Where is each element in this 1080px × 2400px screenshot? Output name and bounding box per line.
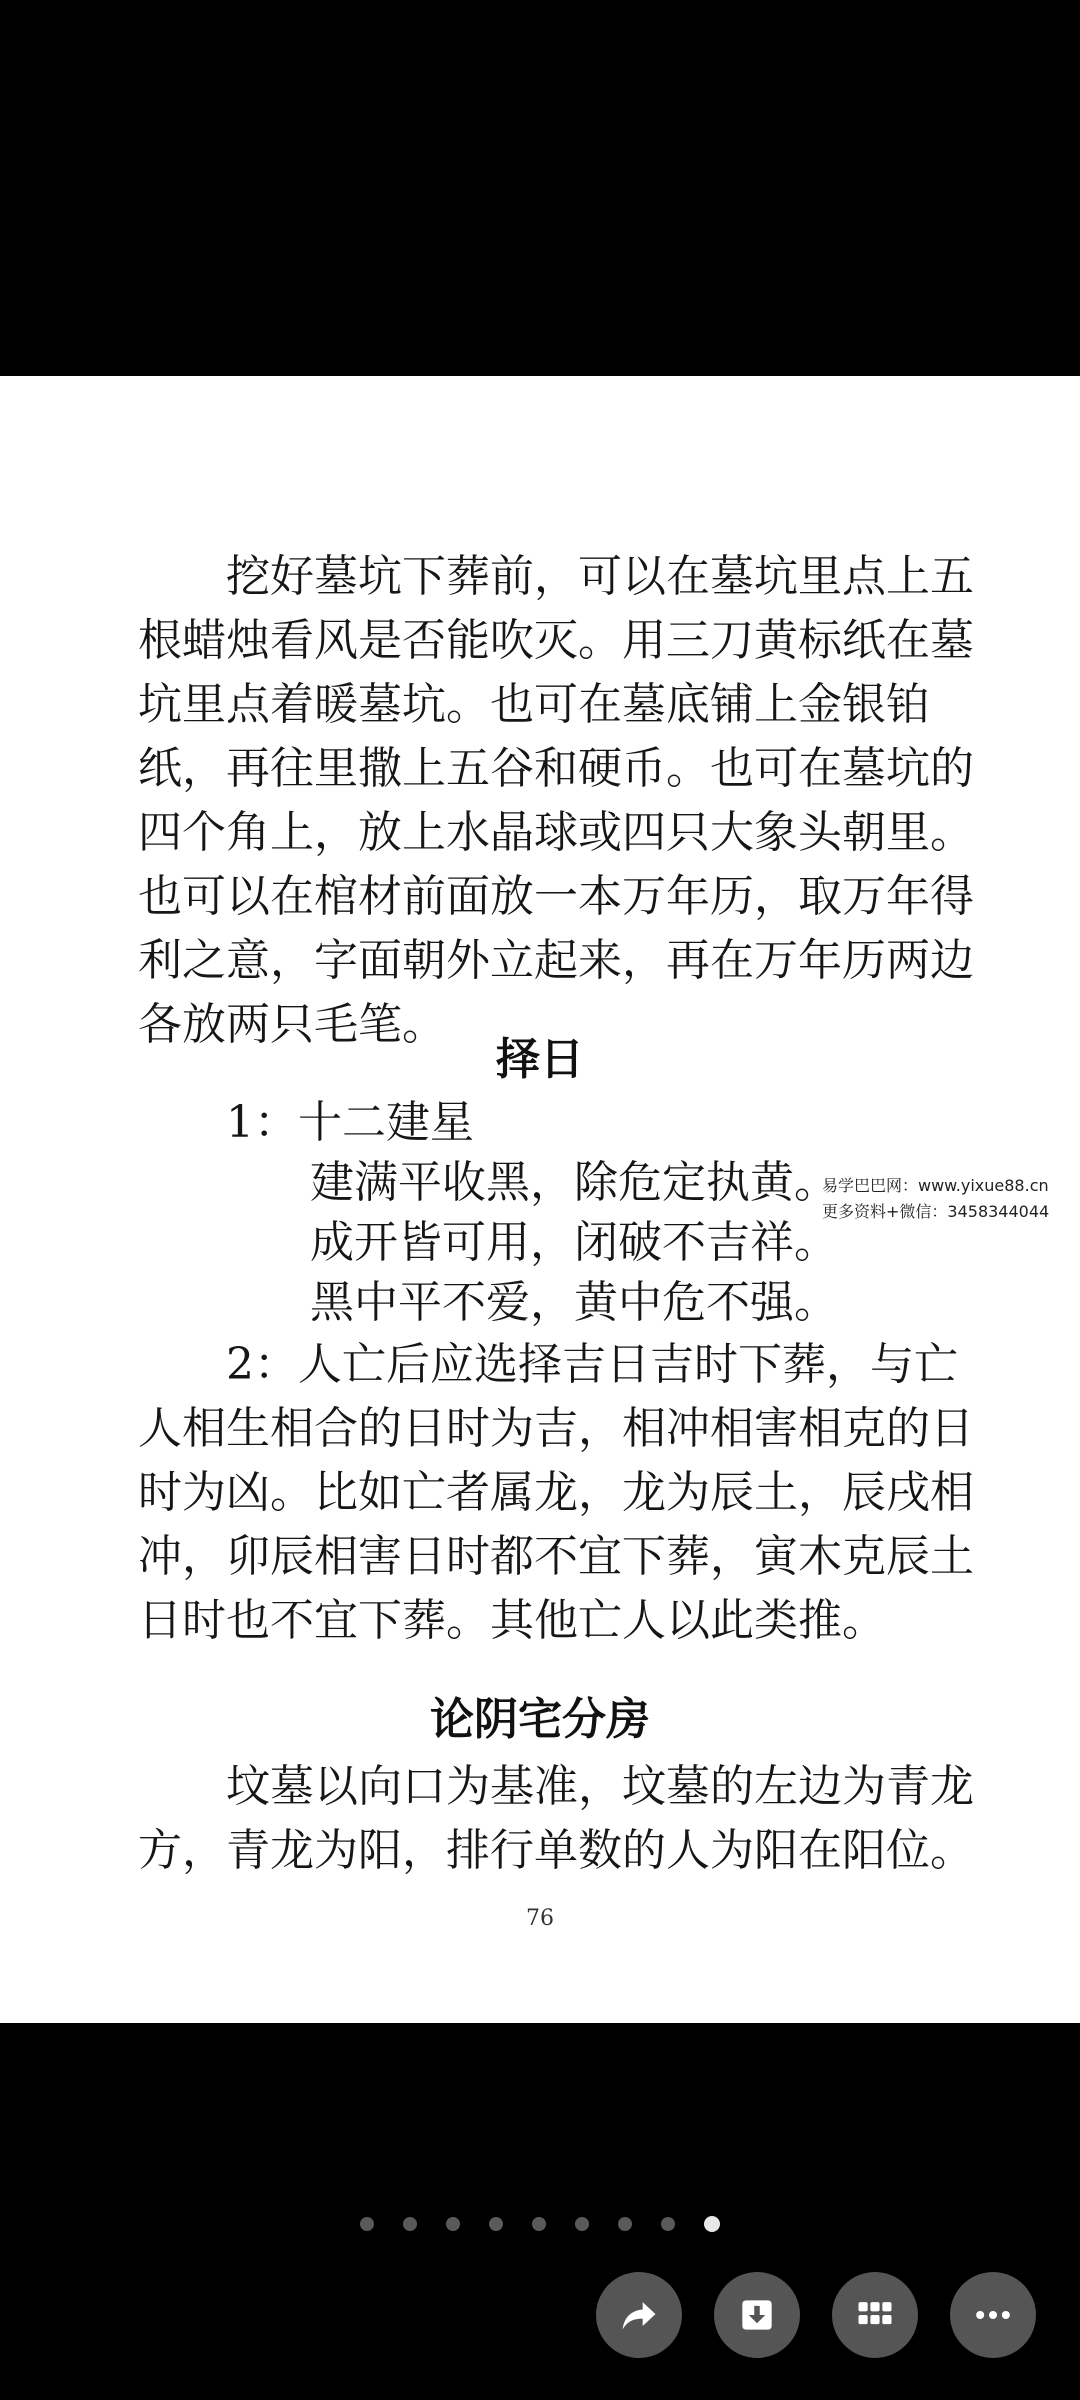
download-button[interactable] (714, 2272, 800, 2358)
paragraph-line: 坟墓以向口为基准，坟墓的左边为青龙 (138, 1761, 974, 1812)
paragraph-line: 日时也不宜下葬。其他亡人以此类推。 (138, 1595, 886, 1646)
apps-button[interactable] (832, 2272, 918, 2358)
more-button[interactable] (950, 2272, 1036, 2358)
paragraph-line: 时为凶。比如亡者属龙，龙为辰土，辰戌相 (138, 1467, 974, 1518)
list-item-label: 1：十二建星 (226, 1097, 474, 1148)
page-dot[interactable] (446, 2217, 460, 2231)
page-dot[interactable] (618, 2217, 632, 2231)
share-button[interactable] (596, 2272, 682, 2358)
page-dot-active[interactable] (704, 2216, 720, 2232)
share-icon (617, 2293, 661, 2337)
page-dot[interactable] (403, 2217, 417, 2231)
paragraph-line: 也可以在棺材前面放一本万年历，取万年得 (138, 871, 974, 922)
page-dot[interactable] (532, 2217, 546, 2231)
paragraph-line: 方，青龙为阳，排行单数的人为阳在阳位。 (138, 1825, 974, 1876)
paragraph-line: 纸，再往里撒上五谷和硬币。也可在墓坑的 (138, 743, 974, 794)
watermark-line: 更多资料+微信：3458344044 (822, 1202, 1050, 1221)
more-icon (971, 2293, 1015, 2337)
grid-icon (853, 2293, 897, 2337)
paragraph-line: 冲，卯辰相害日时都不宜下葬，寅木克辰土 (138, 1531, 974, 1582)
paragraph-line: 根蜡烛看风是否能吹灭。用三刀黄标纸在墓 (138, 615, 974, 666)
section-heading-zeri: 择日 (496, 1034, 584, 1085)
page-dot[interactable] (360, 2217, 374, 2231)
paragraph-line: 四个角上，放上水晶球或四只大象头朝里。 (138, 807, 974, 858)
paragraph-line: 2：人亡后应选择吉日吉时下葬，与亡 (138, 1339, 958, 1390)
page-indicator (0, 2213, 1080, 2233)
page-dot[interactable] (575, 2217, 589, 2231)
paragraph-line: 坑里点着暖墓坑。也可在墓底铺上金银铂 (138, 679, 930, 730)
paragraph-line: 各放两只毛笔。 (138, 999, 446, 1050)
verse-line: 黑中平不爱，黄中危不强。 (310, 1277, 838, 1328)
paragraph-line: 挖好墓坑下葬前，可以在墓坑里点上五 (138, 551, 974, 602)
download-icon (735, 2293, 779, 2337)
paragraph-line: 人相生相合的日时为吉，相冲相害相克的日 (138, 1403, 974, 1454)
page-dot[interactable] (489, 2217, 503, 2231)
page-dot[interactable] (661, 2217, 675, 2231)
section-heading-yinzhai: 论阴宅分房 (430, 1694, 650, 1745)
page-number: 76 (526, 1906, 554, 1931)
verse-line: 成开皆可用，闭破不吉祥。 (310, 1217, 838, 1268)
paragraph-line: 利之意，字面朝外立起来，再在万年历两边 (138, 935, 974, 986)
watermark-line: 易学巴巴网：www.yixue88.cn (822, 1176, 1049, 1195)
verse-line: 建满平收黑，除危定执黄。 (310, 1157, 838, 1208)
